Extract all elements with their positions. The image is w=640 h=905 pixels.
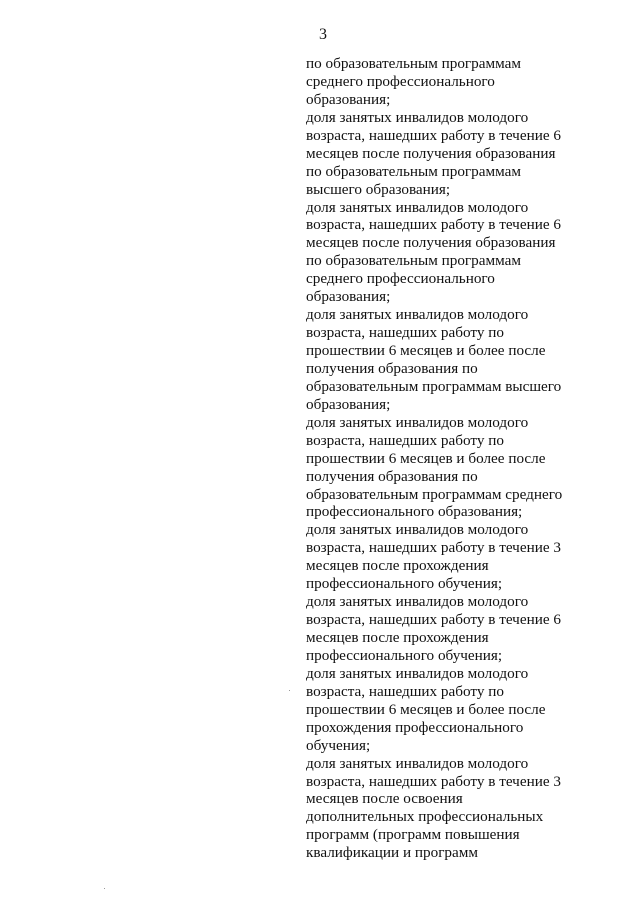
text-line: образования; bbox=[306, 90, 391, 108]
text-line: высшего образования; bbox=[306, 180, 451, 198]
text-line: образования; bbox=[306, 288, 391, 306]
text-line: доля занятых инвалидов молодого bbox=[306, 108, 529, 126]
text-line: возраста, нашедших работу по bbox=[306, 682, 504, 700]
text-line: месяцев после прохождения bbox=[306, 629, 489, 646]
text-line: месяцев после получения образования bbox=[306, 234, 556, 252]
text-line: среднего профессионального bbox=[306, 72, 495, 90]
text-line: дополнительных профессиональных bbox=[306, 808, 544, 826]
text-line: прохождения профессионального bbox=[306, 718, 524, 736]
text-line: образовательным программам среднего bbox=[306, 485, 563, 503]
text-line: доля занятых инвалидов молодого bbox=[306, 521, 529, 539]
text-line: возраста, нашедших работу по bbox=[306, 431, 504, 449]
text-line: программ (программ повышения bbox=[306, 826, 520, 844]
text-line: месяцев после прохождения bbox=[306, 557, 489, 575]
text-line: прошествии 6 месяцев и более после bbox=[306, 449, 546, 467]
text-line: возраста, нашедших работу в течение 6 bbox=[306, 126, 561, 144]
text-line: образования; bbox=[306, 395, 391, 413]
text-line: месяцев после получения образования bbox=[306, 144, 556, 162]
text-line: получения образования по bbox=[306, 359, 478, 377]
text-line: получения образования по bbox=[306, 467, 478, 485]
text-line: доля занятых инвалидов молодого bbox=[306, 664, 529, 682]
text-line: прошествии 6 месяцев и более после bbox=[306, 700, 546, 718]
text-line: профессионального образования; bbox=[306, 503, 523, 521]
text-line: обучения; bbox=[306, 736, 371, 754]
text-line: по образовательным программам bbox=[306, 252, 521, 270]
document-body-text bbox=[306, 55, 562, 862]
text-line: доля занятых инвалидов молодого bbox=[306, 306, 529, 324]
text-line: образовательным программам высшего bbox=[306, 377, 562, 395]
scan-speck bbox=[289, 690, 290, 691]
text-line: по образовательным программам bbox=[306, 162, 521, 180]
text-line: возраста, нашедших работу в течение 6 bbox=[306, 216, 561, 234]
text-line: доля занятых инвалидов молодого bbox=[306, 198, 529, 216]
text-line: доля занятых инвалидов молодого bbox=[306, 593, 529, 611]
text-line: возраста, нашедших работу по bbox=[306, 324, 504, 342]
text-line: доля занятых инвалидов молодого bbox=[306, 754, 529, 772]
scan-speck bbox=[104, 888, 105, 889]
text-line: квалификации и программ bbox=[306, 844, 478, 862]
text-line: прошествии 6 месяцев и более после bbox=[306, 342, 546, 359]
text-line: среднего профессионального bbox=[306, 270, 495, 288]
text-line: профессионального обучения; bbox=[306, 575, 503, 593]
text-line: по образовательным программам bbox=[306, 55, 521, 72]
text-line: профессионального обучения; bbox=[306, 646, 503, 664]
page-number: 3 bbox=[319, 26, 327, 43]
text-line: возраста, нашедших работу в течение 6 bbox=[306, 611, 561, 629]
text-line: возраста, нашедших работу в течение 3 bbox=[306, 539, 561, 557]
text-line: месяцев после освоения bbox=[306, 790, 463, 808]
text-line: возраста, нашедших работу в течение 3 bbox=[306, 772, 561, 790]
text-line: доля занятых инвалидов молодого bbox=[306, 413, 529, 431]
